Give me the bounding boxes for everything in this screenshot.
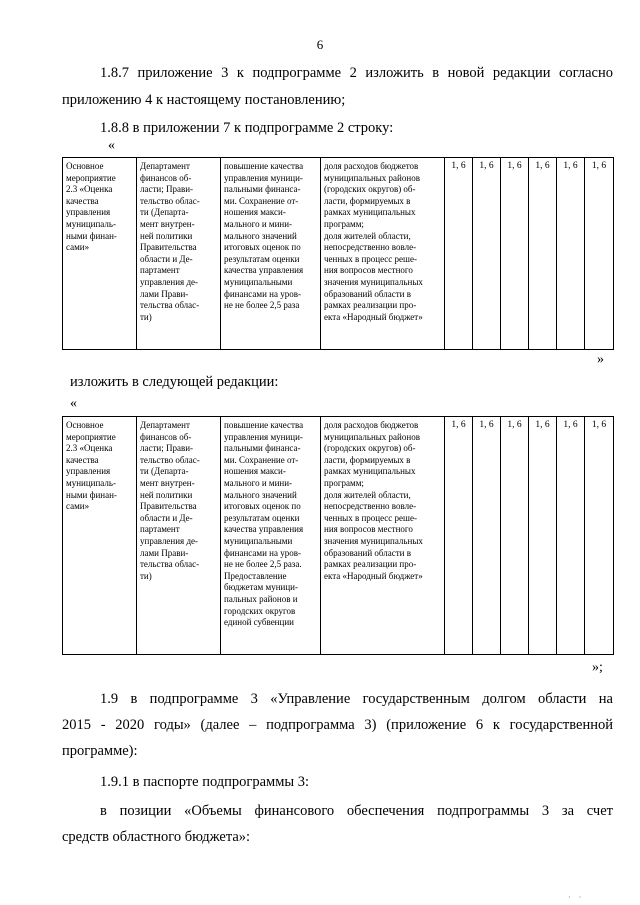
cell-executor <box>137 417 221 655</box>
cell-indicators-text: доля расходов бюджетов муниципальных районов (городских округов) об- ласти, формируемых в рамках муниципальных программ; доля жителей области, непосредственно вовле- ченных в процесс реше- ния вопросов местного значения муниципальных образований области в рамках реализации про- екта «Народный бюджет» <box>324 420 423 581</box>
cell-activity <box>63 158 137 350</box>
paragraph-1-8-7-line1: 1.8.7 приложение 3 к подпрограмме 2 изложить в новой редакции согласно <box>100 65 613 81</box>
cell-number: 1, 6 <box>529 158 557 350</box>
table-new-row <box>62 416 614 655</box>
paragraph-1-9-line2: 2015 - 2020 годы» (далее – подпрограмма 3) (приложение 6 к государственной <box>62 717 613 733</box>
paragraph-position-line1: в позиции «Объемы финансового обеспечения подпрограммы 3 за счет <box>100 803 613 819</box>
cell-indicators <box>321 417 445 655</box>
cell-number: 1, 6 <box>557 417 585 655</box>
cell-number: 1, 6 <box>445 417 473 655</box>
cell-result <box>221 158 321 350</box>
cell-number: 1, 6 <box>445 158 473 350</box>
paragraph-1-9-1: 1.9.1 в паспорте подпрограммы 3: <box>100 774 310 790</box>
paragraph-1-9-line3: программе): <box>62 743 138 759</box>
cell-indicators <box>321 158 445 350</box>
cell-executor-text: Департамент финансов об- ласти; Прави- тельство облас- ти (Департа- мент внутрен- ней политики Правительства области и Де- партамент управления де- лами Прави- тельства облас- ти) <box>140 420 200 581</box>
cell-number: 1, 6 <box>501 158 529 350</box>
quote-close-mark: » <box>597 352 604 367</box>
cell-result <box>221 417 321 655</box>
quote-open-mark-2: « <box>70 396 77 411</box>
cell-number: 1, 6 <box>585 158 614 350</box>
paragraph-1-8-7-line2: приложению 4 к настоящему постановлению; <box>62 92 346 108</box>
cell-number: 1, 6 <box>473 417 501 655</box>
cell-number: 1, 6 <box>501 417 529 655</box>
cell-activity <box>63 417 137 655</box>
cell-number: 1, 6 <box>557 158 585 350</box>
cell-result-text: повышение качества управления муници- пальными финанса- ми. Сохранение от- ношения макси- мального и мини- мального значений итоговых оценок по результатам оценки качества управления муниципальными финансами на уров- не не более 2,5 раза. Предоставление бюджетам муници- пальных районов и городских округов единой субвенции <box>224 420 304 628</box>
quote-open-mark: « <box>108 138 115 153</box>
cell-executor <box>137 158 221 350</box>
cell-executor-text: Департамент финансов об- ласти; Прави- тельство облас- ти (Департа- мент внутрен- ней политики Правительства области и Де- партамент управления де- лами Прави- тельства облас- ти) <box>140 161 200 322</box>
cell-number: 1, 6 <box>585 417 614 655</box>
cell-result-text: повышение качества управления муници- пальными финанса- ми. Сохранение от- ношения макси- мального и мини- мального значений итоговых оценок по результатам оценки качества управления муниципальными финансами на уров- не не более 2,5 раза <box>224 161 304 311</box>
page-number: 6 <box>316 37 324 52</box>
scan-artifact-mark: · · <box>568 893 585 902</box>
cell-activity-text: Основное мероприятие 2.3 «Оценка качества управления муниципаль- ными финан- сами» <box>66 161 117 253</box>
quote-close-semicolon: »; <box>592 660 603 675</box>
set-new-edition-text: изложить в следующей редакции: <box>70 374 279 390</box>
table-old-row <box>62 157 614 350</box>
cell-number: 1, 6 <box>529 417 557 655</box>
paragraph-1-8-8: 1.8.8 в приложении 7 к подпрограмме 2 строку: <box>100 120 394 136</box>
cell-activity-text: Основное мероприятие 2.3 «Оценка качества управления муниципаль- ными финан- сами» <box>66 420 117 512</box>
cell-number: 1, 6 <box>473 158 501 350</box>
cell-indicators-text: доля расходов бюджетов муниципальных районов (городских округов) об- ласти, формируемых в рамках муниципальных программ; доля жителей области, непосредственно вовле- ченных в процесс реше- ния вопросов местного значения муниципальных образований области в рамках реализации про- екта «Народный бюджет» <box>324 161 423 322</box>
paragraph-position-line2: средств областного бюджета»: <box>62 829 251 845</box>
paragraph-1-9-line1: 1.9 в подпрограмме 3 «Управление государственным долгом области на <box>100 691 613 707</box>
